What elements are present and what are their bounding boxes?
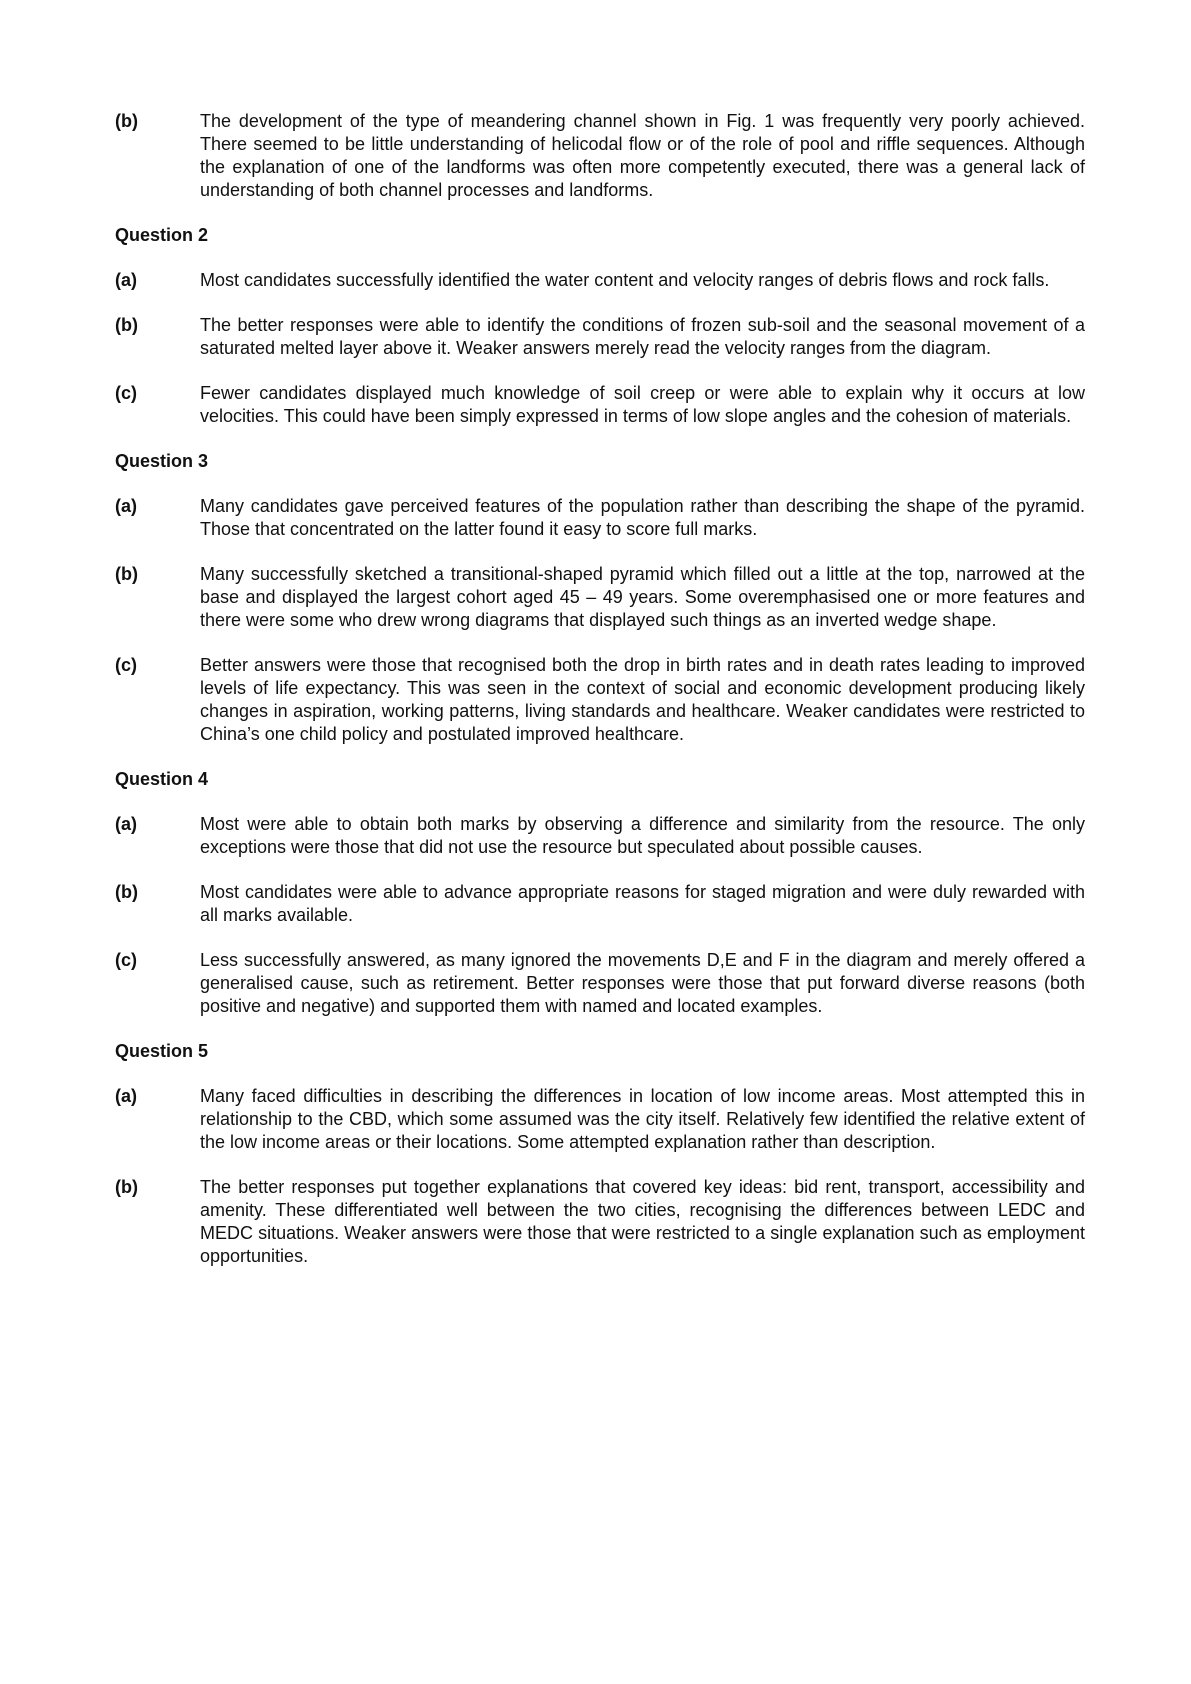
part-text: Less successfully answered, as many ignored the movements D,E and F in the diagram and merely offered a generalised cause, such as retirement. Better responses were those that put forward diverse reasons (both positive and negative) and supported them with named and located examples.: [200, 950, 1085, 1016]
question-4-section: [115, 768, 1085, 1018]
question-5-section: [115, 1040, 1085, 1268]
question-5-part-a: [115, 1085, 1085, 1154]
question-4-part-b: [115, 881, 1085, 927]
part-text: Many faced difficulties in describing the differences in location of low income areas. Most attempted this in relationship to the CBD, which some assumed was the city itself. Relatively few identified the relative extent of the low income areas or their locations. Some attempted explanation rather than description.: [200, 1086, 1085, 1152]
part-label: (b): [115, 111, 138, 131]
question-4-part-a: [115, 813, 1085, 859]
part-label: (b): [115, 315, 138, 335]
part-label: (c): [115, 655, 137, 675]
part-text: The better responses put together explanations that covered key ideas: bid rent, transport, accessibility and amenity. These differentiated well between the two cities, recognising the differences between LEDC and MEDC situations. Weaker answers were those that were restricted to a single explanation such as employment opportunities.: [200, 1177, 1085, 1266]
question-heading: Question 3: [115, 451, 209, 471]
part-label: (c): [115, 950, 137, 970]
question-2-part-c: [115, 382, 1085, 428]
part-text: Most were able to obtain both marks by observing a difference and similarity from the resource. The only exceptions were those that did not use the resource but speculated about possible causes.: [200, 814, 1085, 857]
question-2-section: [115, 224, 1085, 428]
part-label: (a): [115, 496, 137, 516]
question-3-section: [115, 450, 1085, 746]
question-3-part-c: [115, 654, 1085, 746]
part-label: (a): [115, 1086, 137, 1106]
part-label: (c): [115, 383, 137, 403]
question-2-part-b: [115, 314, 1085, 360]
part-text: Many successfully sketched a transitional-shaped pyramid which filled out a little at the top, narrowed at the base and displayed the largest cohort aged 45 – 49 years. Some overemphasised one or more features and there were some who drew wrong diagrams that displayed such things as an inverted wedge shape.: [200, 564, 1085, 630]
part-text: Better answers were those that recognised both the drop in birth rates and in death rates leading to improved levels of life expectancy. This was seen in the context of social and economic development producing likely changes in aspiration, working patterns, living standards and healthcare. Weaker candidates were restricted to China’s one child policy and postulated improved healthcare.: [200, 655, 1085, 744]
question-2-part-a: [115, 269, 1085, 292]
part-text: Most candidates successfully identified the water content and velocity ranges of debris flows and rock falls.: [200, 270, 1050, 290]
part-text: Fewer candidates displayed much knowledge of soil creep or were able to explain why it occurs at low velocities. This could have been simply expressed in terms of low slope angles and the cohesion of materials.: [200, 383, 1085, 426]
examiner-report-page: [115, 110, 1085, 1290]
question-5-part-b: [115, 1176, 1085, 1268]
question-heading: Question 4: [115, 769, 209, 789]
question-3-part-b: [115, 563, 1085, 632]
part-text: Many candidates gave perceived features of the population rather than describing the shape of the pyramid. Those that concentrated on the latter found it easy to score full marks.: [200, 496, 1085, 539]
part-text: The better responses were able to identify the conditions of frozen sub-soil and the seasonal movement of a saturated melted layer above it. Weaker answers merely read the velocity ranges from the diagram.: [200, 315, 1085, 358]
question-4-part-c: [115, 949, 1085, 1018]
part-text: Most candidates were able to advance appropriate reasons for staged migration and were duly rewarded with all marks available.: [200, 882, 1085, 925]
question-heading: Question 5: [115, 1041, 209, 1061]
part-label: (b): [115, 564, 138, 584]
part-label: (a): [115, 270, 137, 290]
part-label: (b): [115, 1177, 138, 1197]
intro-part-b: [115, 110, 1085, 202]
part-text: The development of the type of meandering channel shown in Fig. 1 was frequently very poorly achieved. There seemed to be little understanding of helicodal flow or of the role of pool and riffle sequences. Although the explanation of one of the landforms was often more competently executed, there was a general lack of understanding of both channel processes and landforms.: [200, 111, 1085, 200]
part-label: (a): [115, 814, 137, 834]
question-3-part-a: [115, 495, 1085, 541]
part-label: (b): [115, 882, 138, 902]
question-heading: Question 2: [115, 225, 209, 245]
